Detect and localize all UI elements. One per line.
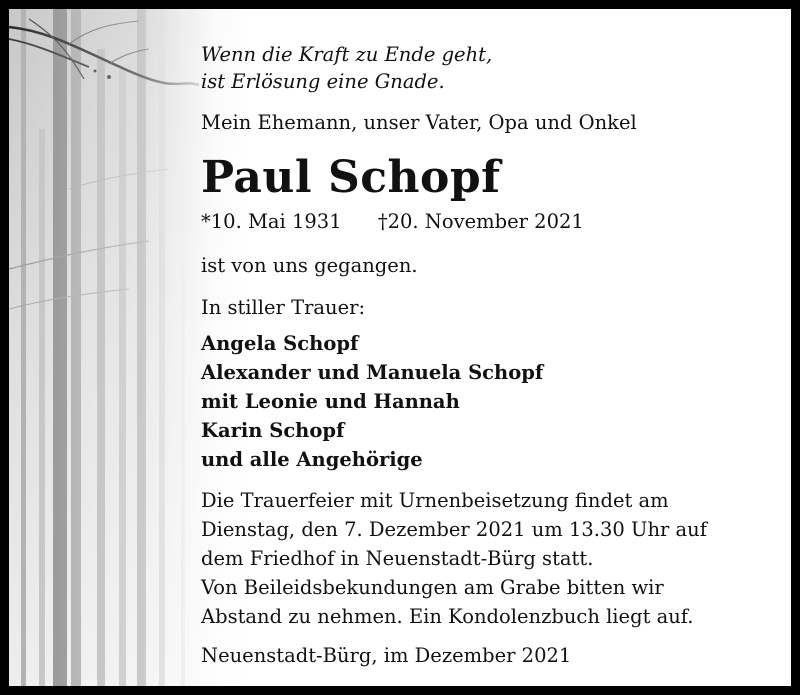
mourning-label: In stiller Trauer: xyxy=(201,296,366,319)
motto-line-1: Wenn die Kraft zu Ende geht, xyxy=(201,43,493,66)
ceremony-details: Dienstag, den 7. Dezember 2021 um 13.30 Uhr auf xyxy=(201,518,707,541)
passed-away-text: ist von uns gegangen. xyxy=(201,254,418,277)
ceremony-details: Von Beileidsbekundungen am Grabe bitten wir xyxy=(201,576,664,599)
death-date: †20. November 2021 xyxy=(377,210,584,233)
life-dates xyxy=(201,209,584,235)
mourner-name: Angela Schopf xyxy=(201,332,359,355)
birth-date: *10. Mai 1931 xyxy=(201,210,342,233)
intro-text: Mein Ehemann, unser Vater, Opa und Onkel xyxy=(201,111,637,134)
mourner-name: Alexander und Manuela Schopf xyxy=(201,361,544,384)
place-and-date: Neuenstadt-Bürg, im Dezember 2021 xyxy=(201,644,572,667)
ceremony-details: Abstand zu nehmen. Ein Kondolenzbuch liegt auf. xyxy=(201,605,694,628)
motto-line-2: ist Erlösung eine Gnade. xyxy=(201,70,445,93)
deceased-name: Paul Schopf xyxy=(201,152,501,203)
ceremony-details: dem Friedhof in Neuenstadt-Bürg statt. xyxy=(201,547,594,570)
mourner-name: Karin Schopf xyxy=(201,419,345,442)
ceremony-details: Die Trauerfeier mit Urnenbeisetzung findet am xyxy=(201,489,669,512)
mourner-name: und alle Angehörige xyxy=(201,448,423,471)
mourner-name: mit Leonie und Hannah xyxy=(201,390,460,413)
